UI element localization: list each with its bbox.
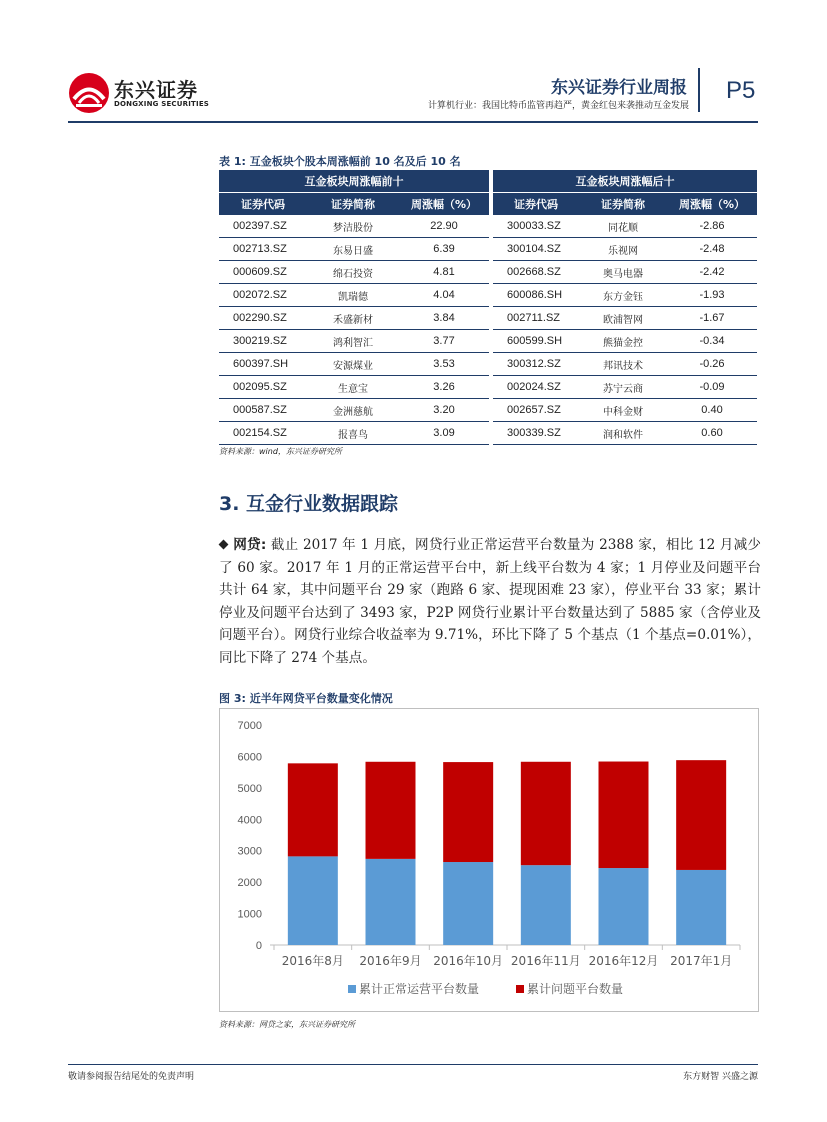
cell-code-b: 300104.SZ — [493, 238, 579, 261]
cell-code-b: 300033.SZ — [493, 215, 579, 238]
cell-name-b: 邦讯技术 — [579, 353, 667, 376]
table-caption: 表 1: 互金板块个股本周涨幅前 10 名及后 10 名 — [219, 155, 461, 168]
cell-name-b: 乐视网 — [579, 238, 667, 261]
cell-change-a: 3.20 — [399, 399, 489, 422]
logo-text-cn: 东兴证券 — [114, 78, 198, 102]
group-top-header: 互金板块周涨幅前十 — [219, 170, 489, 193]
cell-code-a: 002095.SZ — [219, 376, 307, 399]
col-header-name-a: 证券简称 — [307, 193, 399, 216]
cell-code-a: 600397.SH — [219, 353, 307, 376]
cell-change-b: -0.34 — [667, 330, 757, 353]
table-row — [219, 284, 757, 307]
footer-slogan: 东方财智 兴盛之源 — [683, 1072, 758, 1082]
table-row — [219, 399, 757, 422]
footer-disclaimer: 敬请参阅报告结尾处的免责声明 — [68, 1072, 195, 1082]
cell-name-a: 绵石投资 — [307, 261, 399, 284]
cell-change-b: 0.60 — [667, 422, 757, 445]
col-header-name-b: 证券简称 — [579, 193, 667, 216]
bar-normal-platforms — [366, 859, 416, 945]
figure-source-note: 资料来源：网贷之家，东兴证券研究所 — [219, 1020, 355, 1029]
cell-name-a: 金洲慈航 — [307, 399, 399, 422]
p2p-paragraph — [219, 534, 761, 669]
cell-change-a: 4.81 — [399, 261, 489, 284]
cell-name-b: 同花顺 — [579, 215, 667, 238]
col-header-change-a: 周涨幅（%） — [399, 193, 489, 216]
cell-name-b: 润和软件 — [579, 422, 667, 445]
chart-frame — [219, 708, 759, 1012]
legend-swatch — [348, 985, 356, 993]
bar-problem-platforms — [521, 762, 571, 865]
cell-change-a: 3.26 — [399, 376, 489, 399]
table-source-note: 资料来源：wind，东兴证券研究所 — [219, 447, 342, 456]
cell-name-a: 鸿利智汇 — [307, 330, 399, 353]
cell-change-a: 22.90 — [399, 215, 489, 238]
cell-change-a: 3.77 — [399, 330, 489, 353]
cell-code-a: 000609.SZ — [219, 261, 307, 284]
cell-name-a: 生意宝 — [307, 376, 399, 399]
cell-name-a: 梦洁股份 — [307, 215, 399, 238]
legend-label: 累计正常运营平台数量 — [359, 982, 480, 996]
bar-problem-platforms — [676, 760, 726, 870]
cell-name-a: 报喜鸟 — [307, 422, 399, 445]
cell-change-a: 3.84 — [399, 307, 489, 330]
bar-normal-platforms — [288, 856, 338, 945]
x-tick-label: 2016年8月 — [281, 954, 344, 968]
cell-name-a: 凯瑞德 — [307, 284, 399, 307]
cell-code-a: 002072.SZ — [219, 284, 307, 307]
table-row — [219, 330, 757, 353]
cell-name-a: 安源煤业 — [307, 353, 399, 376]
paragraph-body: 截止 2017 年 1 月底，网贷行业正常运营平台数量为 2388 家，相比 12 月减少了 60 家。2017 年 1 月的正常运营平台中，新上线平台数为 4 家；1 月停业及问题平台共计 64 家，其中问题平台 29 家（跑路 6 家、提现困难 23 家），停业平台 33 家；累计停业及问题平台达到了 3493 家，P2P 网贷行业累计平台数量达到了 5885 家（含停业及问题平台）。网贷行业综合收益率为 9.71%，环比下降了 5 个基点（1 个基点=0.01%），同比下降了 274 个基点。 — [219, 537, 762, 666]
figure-caption: 图 3: 近半年网贷平台数量变化情况 — [219, 692, 393, 705]
report-title: 东兴证券行业周报 — [551, 78, 687, 98]
cell-code-a: 000587.SZ — [219, 399, 307, 422]
paragraph-lead: 网贷: — [233, 537, 267, 553]
cell-name-a: 禾盛新材 — [307, 307, 399, 330]
cell-name-b: 欧浦智网 — [579, 307, 667, 330]
cell-change-a: 3.53 — [399, 353, 489, 376]
y-tick-label: 7000 — [237, 720, 262, 732]
bar-normal-platforms — [676, 870, 726, 945]
y-tick-label: 2000 — [237, 877, 262, 890]
cell-name-b: 苏宁云商 — [579, 376, 667, 399]
table-row — [219, 422, 757, 445]
bar-normal-platforms — [599, 868, 649, 945]
header-divider — [698, 68, 700, 112]
cell-name-b: 东方金钰 — [579, 284, 667, 307]
cell-name-b: 中科金财 — [579, 399, 667, 422]
table-row — [219, 376, 757, 399]
cell-code-a: 300219.SZ — [219, 330, 307, 353]
cell-change-b: -1.93 — [667, 284, 757, 307]
section-heading: 3. 互金行业数据跟踪 — [219, 493, 399, 515]
cell-change-a: 4.04 — [399, 284, 489, 307]
table-row — [219, 307, 757, 330]
cell-change-b: -0.09 — [667, 376, 757, 399]
cell-change-a: 6.39 — [399, 238, 489, 261]
y-tick-label: 5000 — [237, 782, 262, 795]
table-row — [219, 215, 757, 238]
stacked-bar-chart — [220, 709, 758, 1011]
cell-change-b: 0.40 — [667, 399, 757, 422]
cell-code-b: 002668.SZ — [493, 261, 579, 284]
col-header-code-b: 证券代码 — [493, 193, 579, 216]
report-subtitle: 计算机行业：我国比特币监管再趋严，黄金红包来袭推动互金发展 — [427, 101, 689, 111]
cell-name-a: 东易日盛 — [307, 238, 399, 261]
x-tick-label: 2017年1月 — [670, 954, 733, 968]
stock-change-table — [219, 170, 757, 445]
bar-problem-platforms — [599, 762, 649, 869]
cell-code-a: 002290.SZ — [219, 307, 307, 330]
page-number: P5 — [726, 77, 756, 104]
dongxing-logo-icon — [68, 72, 110, 114]
cell-code-b: 300312.SZ — [493, 353, 579, 376]
bar-normal-platforms — [443, 862, 493, 945]
y-tick-label: 6000 — [237, 751, 262, 764]
cell-code-a: 002154.SZ — [219, 422, 307, 445]
y-tick-label: 4000 — [237, 814, 262, 827]
table-row — [219, 261, 757, 284]
group-bottom-header: 互金板块周涨幅后十 — [493, 170, 757, 193]
cell-code-b: 300339.SZ — [493, 422, 579, 445]
bar-normal-platforms — [521, 865, 571, 945]
y-tick-label: 3000 — [237, 845, 262, 858]
table-row — [219, 238, 757, 261]
cell-code-b: 002657.SZ — [493, 399, 579, 422]
col-header-change-b: 周涨幅（%） — [667, 193, 757, 216]
cell-change-b: -2.86 — [667, 215, 757, 238]
cell-change-b: -1.67 — [667, 307, 757, 330]
cell-code-a: 002713.SZ — [219, 238, 307, 261]
cell-name-b: 奥马电器 — [579, 261, 667, 284]
logo-text-en: DONGXING SECURITIES — [114, 100, 210, 108]
footer-rule — [68, 1064, 758, 1065]
cell-change-a: 3.09 — [399, 422, 489, 445]
y-tick-label: 1000 — [237, 908, 262, 921]
cell-code-a: 002397.SZ — [219, 215, 307, 238]
bar-problem-platforms — [366, 762, 416, 859]
cell-change-b: -2.42 — [667, 261, 757, 284]
x-tick-label: 2016年10月 — [433, 954, 504, 968]
cell-change-b: -0.26 — [667, 353, 757, 376]
table-row — [219, 353, 757, 376]
bar-problem-platforms — [443, 762, 493, 862]
cell-code-b: 002711.SZ — [493, 307, 579, 330]
cell-change-b: -2.48 — [667, 238, 757, 261]
y-tick-label: 0 — [255, 940, 262, 952]
cell-name-b: 熊猫金控 — [579, 330, 667, 353]
x-tick-label: 2016年12月 — [588, 954, 659, 968]
col-header-code-a: 证券代码 — [219, 193, 307, 216]
x-tick-label: 2016年11月 — [510, 954, 581, 968]
bar-problem-platforms — [288, 763, 338, 856]
header-rule — [68, 121, 758, 123]
cell-code-b: 002024.SZ — [493, 376, 579, 399]
legend-label: 累计问题平台数量 — [527, 982, 624, 996]
cell-code-b: 600599.SH — [493, 330, 579, 353]
cell-code-b: 600086.SH — [493, 284, 579, 307]
legend-swatch — [516, 985, 524, 993]
company-logo — [68, 68, 218, 116]
x-tick-label: 2016年9月 — [359, 954, 422, 968]
